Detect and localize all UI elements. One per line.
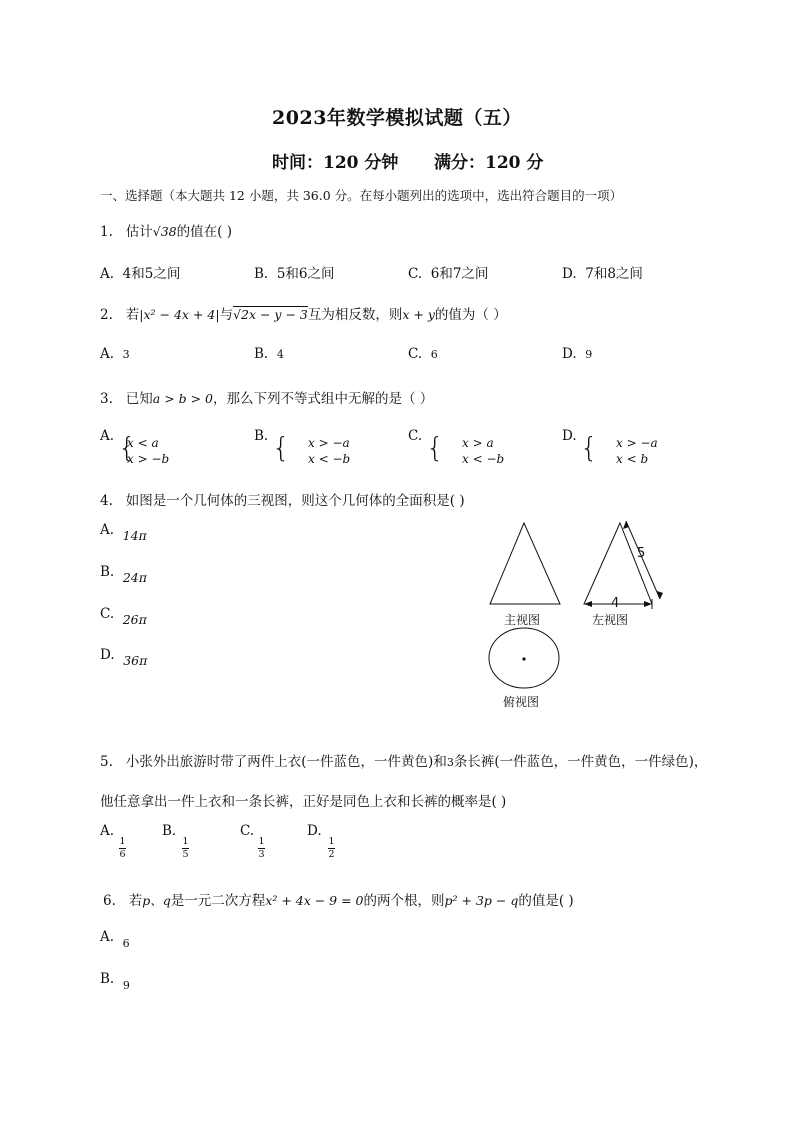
numerator: 1 <box>258 836 265 847</box>
numerator: 1 <box>182 836 189 847</box>
question-text: ， <box>693 754 708 770</box>
option-c[interactable] <box>240 823 254 839</box>
page-title: 2023年数学模拟试题（五） <box>272 107 522 129</box>
option-b[interactable] <box>254 262 335 282</box>
inequality-line: x > −a <box>308 436 350 450</box>
inequality-line: x > −b <box>127 452 170 466</box>
denominator: 3 <box>258 849 265 860</box>
question-text: (一件蓝色，一件黄色) <box>301 754 434 770</box>
option-key: A. <box>100 522 115 538</box>
option-key: A. <box>100 428 115 444</box>
side-view-label: 左视图 <box>592 613 629 627</box>
question-1 <box>100 220 232 240</box>
option-key: A. <box>100 266 115 282</box>
option-key: C. <box>408 428 423 444</box>
question-2 <box>100 303 507 323</box>
option-text: 6 <box>430 348 438 361</box>
question-text: (一件蓝色，一件黄色，一件绿色) <box>494 754 694 770</box>
question-text: 的值在( ) <box>176 224 232 240</box>
option-key: A. <box>100 929 115 945</box>
math-expression: x² + 4x − 9 = 0 <box>265 893 364 908</box>
option-key: D. <box>562 346 577 362</box>
question-text: 条长裤 <box>453 754 495 770</box>
question-text: 若 <box>128 893 143 909</box>
option-key: A. <box>100 823 115 839</box>
option-text: 26π <box>122 612 147 627</box>
numerator: 1 <box>119 836 126 847</box>
option-key: C. <box>408 346 423 362</box>
option-a[interactable] <box>100 929 130 950</box>
option-d[interactable] <box>307 823 322 839</box>
question-text: 已知 <box>125 391 153 407</box>
option-a[interactable] <box>100 522 147 543</box>
option-text: 36π <box>123 653 148 668</box>
option-key: C. <box>408 266 423 282</box>
option-key: B. <box>162 823 177 839</box>
fraction <box>328 837 335 860</box>
denominator: 6 <box>119 849 126 860</box>
front-view-label: 主视图 <box>504 613 541 627</box>
score-label: 满分：120 分 <box>434 153 544 173</box>
brace-icon: { <box>426 431 444 464</box>
question-text: 是一元二次方程 <box>170 893 266 909</box>
math-expression: p、q <box>142 893 171 908</box>
option-text: 4 <box>276 348 284 361</box>
option-a[interactable] <box>100 428 114 444</box>
question-5 <box>100 750 707 770</box>
brace-icon: { <box>580 431 598 464</box>
option-c[interactable] <box>408 428 422 444</box>
question-text: 互为相反数，则 <box>307 307 403 323</box>
question-number: 3. <box>100 391 113 407</box>
option-key: C. <box>240 823 255 839</box>
option-b[interactable] <box>162 823 176 839</box>
time-label: 时间：120 分钟 <box>272 153 399 173</box>
option-key: C. <box>100 606 115 622</box>
option-key: A. <box>100 346 115 362</box>
option-b[interactable] <box>254 346 284 362</box>
section-heading: 一、选择题（本大题共 12 小题，共 36.0 分。在每小题列出的选项中，选出符合题目的一项） <box>100 188 623 203</box>
option-key: B. <box>254 266 269 282</box>
option-key: B. <box>100 971 115 987</box>
option-text: 5和6之间 <box>276 266 335 282</box>
option-text: 6 <box>122 937 130 950</box>
inequality-line: x < b <box>616 452 649 466</box>
question-text: 与 <box>219 307 234 323</box>
option-d[interactable] <box>100 647 148 668</box>
option-b[interactable] <box>254 428 268 444</box>
math-expression: a > b > 0 <box>152 391 214 406</box>
question-text: 的两个根，则 <box>363 893 445 909</box>
option-b[interactable] <box>100 564 147 585</box>
question-3 <box>100 387 433 407</box>
option-key: D. <box>562 428 577 444</box>
question-number: 6. <box>103 893 116 909</box>
option-key: B. <box>254 428 269 444</box>
option-d[interactable] <box>562 428 577 444</box>
denominator: 2 <box>328 849 335 860</box>
front-view-triangle <box>490 523 560 604</box>
option-c[interactable] <box>408 346 438 362</box>
option-key: D. <box>307 823 322 839</box>
denominator: 5 <box>182 849 189 860</box>
inequality-line: x > a <box>462 436 494 450</box>
base-length-label: 4 <box>611 596 620 611</box>
option-text: 24π <box>122 570 147 585</box>
option-text: 9 <box>122 979 130 992</box>
fraction <box>119 837 126 860</box>
option-text: 9 <box>585 348 593 361</box>
option-text: 3 <box>122 348 130 361</box>
question-text: ，那么下列不等式组中无解的是（ ） <box>213 391 434 407</box>
option-c[interactable] <box>100 606 147 627</box>
question-6 <box>103 889 574 909</box>
option-text: 4和5之间 <box>122 266 181 282</box>
option-text: 7和8之间 <box>585 266 643 282</box>
question-4 <box>100 489 465 509</box>
brace-icon: { <box>272 431 290 464</box>
inequality-line: x < a <box>127 436 159 450</box>
option-c[interactable] <box>408 262 488 282</box>
option-a[interactable] <box>100 262 180 282</box>
question-text: 如图是一个几何体的三视图，则这个几何体的全面积是( ) <box>125 493 465 509</box>
math-expression: p² + 3p − q <box>444 893 519 908</box>
question-text: 他任意拿出一件上衣和一条长裤，正好是同色上衣和长裤的概率是( ) <box>100 794 507 810</box>
center-point <box>522 657 525 660</box>
question-number: 5. <box>100 754 113 770</box>
fraction <box>258 837 265 860</box>
option-a[interactable] <box>100 823 114 839</box>
option-b[interactable] <box>100 971 130 992</box>
option-key: D. <box>100 647 115 663</box>
top-view-label: 俯视图 <box>503 695 540 709</box>
question-text: 估计 <box>125 224 153 240</box>
question-text: 3 <box>446 756 454 769</box>
option-key: D. <box>562 266 577 282</box>
option-a[interactable] <box>100 346 130 362</box>
question-number: 1. <box>100 224 113 240</box>
question-text: 若 <box>125 307 140 323</box>
side-view-triangle <box>584 523 652 604</box>
brace-icon: { <box>118 431 136 464</box>
option-text: 6和7之间 <box>430 266 489 282</box>
math-expression: √38 <box>152 224 177 239</box>
question-number: 2. <box>100 307 113 323</box>
question-text: 的值为（ ） <box>434 307 507 323</box>
question-text: 的值是( ) <box>518 893 574 909</box>
question-text: 小张外出旅游时带了两件上衣 <box>125 754 302 770</box>
inequality-line: x < −b <box>462 452 505 466</box>
numerator: 1 <box>328 836 335 847</box>
option-text: 14π <box>122 528 147 543</box>
inequality-line: x > −a <box>616 436 658 450</box>
option-key: B. <box>254 346 269 362</box>
question-text: 和 <box>433 754 447 770</box>
math-expression: |x² − 4x + 4| <box>139 307 220 322</box>
fraction <box>182 837 189 860</box>
slant-length-label: 5 <box>637 546 646 561</box>
math-expression: x + y <box>402 307 435 322</box>
option-d[interactable] <box>562 346 592 362</box>
math-expression: √2x − y − 3 <box>233 307 308 322</box>
option-d[interactable] <box>562 262 643 282</box>
inequality-line: x < −b <box>308 452 351 466</box>
option-key: B. <box>100 564 115 580</box>
question-number: 4. <box>100 493 113 509</box>
